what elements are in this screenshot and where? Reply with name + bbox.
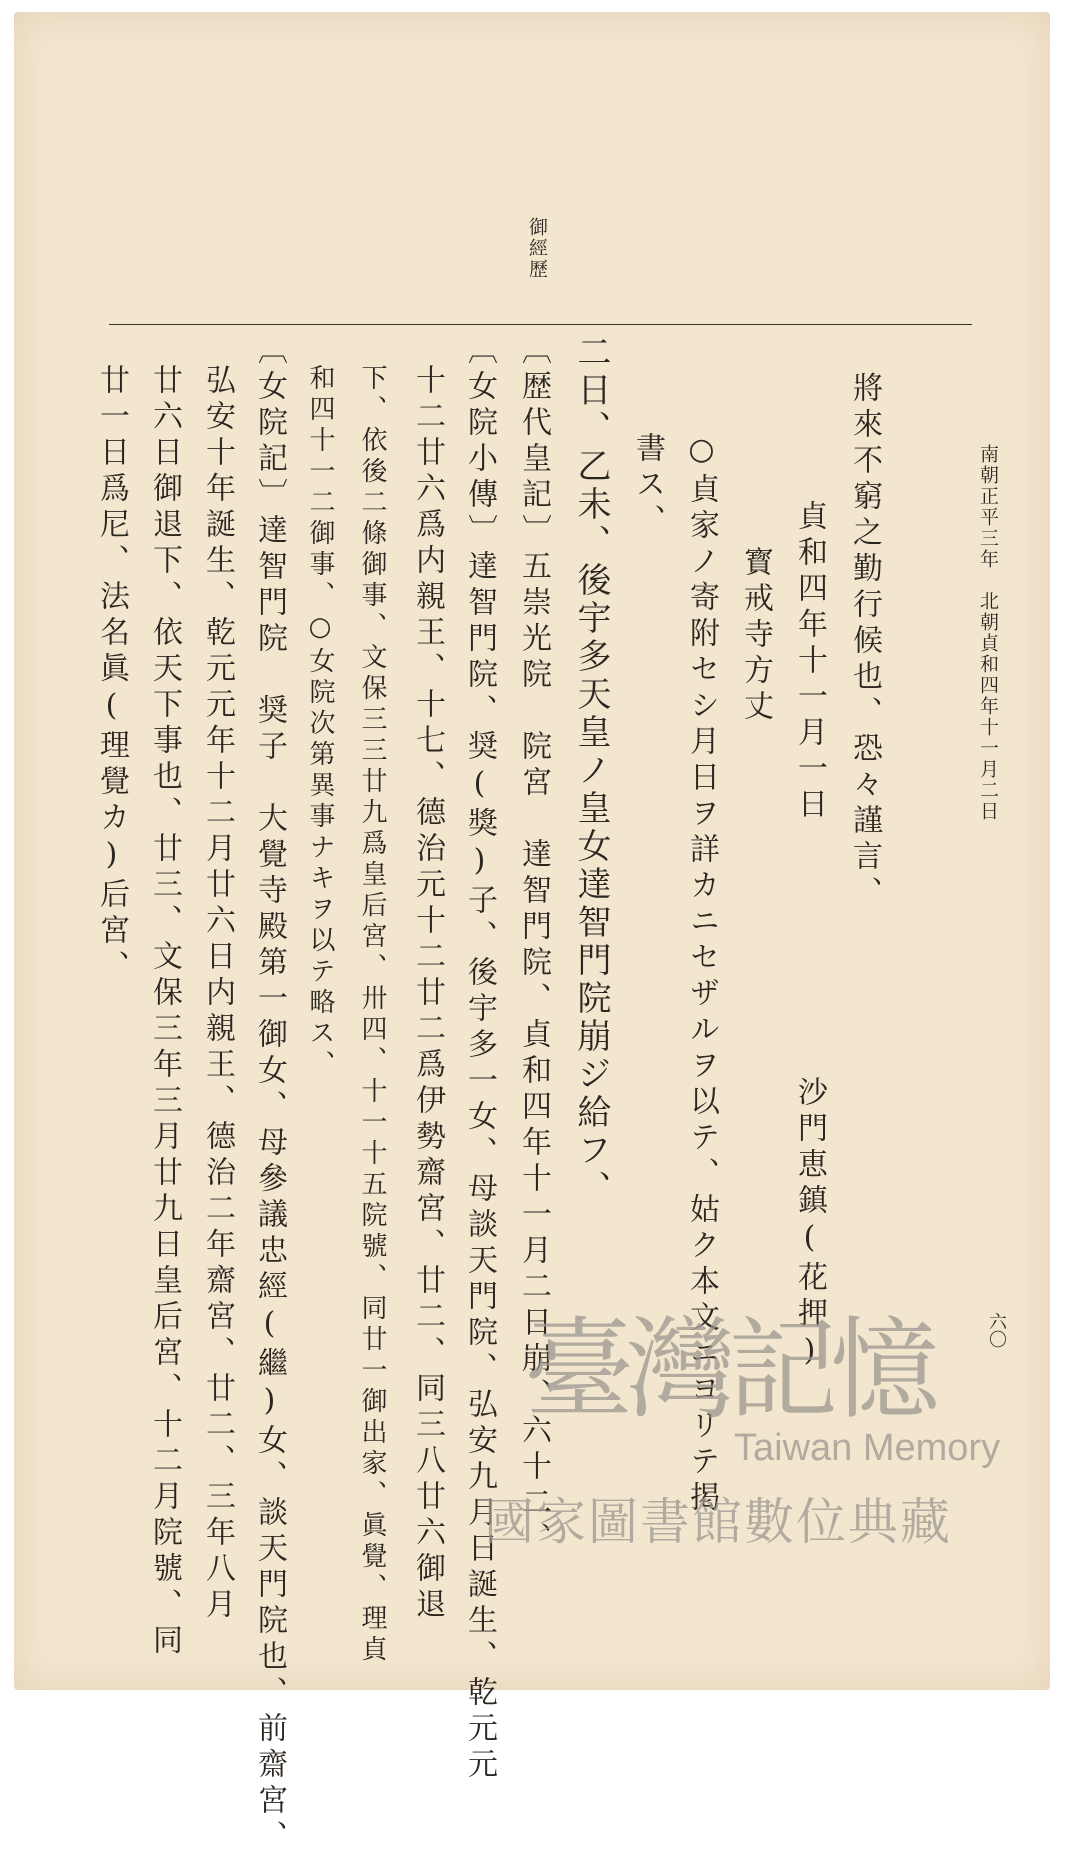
text-column-12: 〔女院記〕達智門院 奨子 大覺寺殿第一御女、母參議忠經(繼)女、談天門院也、前齋宮、 — [252, 334, 287, 1856]
side-header-date: 南朝正平三年 北朝貞和四年十一月二日 — [977, 444, 999, 822]
watermark-institution: 國家圖書館數位典藏 — [484, 1493, 952, 1551]
page-number: 六〇 — [986, 1312, 1007, 1348]
text-column-14: 廿六日御退下、依天下事也、廿三、文保三年三月廿九日皇后宮、十二月院號、同 — [147, 364, 182, 1660]
watermark — [484, 1282, 1044, 1562]
book-page — [14, 12, 1050, 1856]
text-column-5: 書ス、 — [630, 432, 665, 540]
text-column-7: 〔歴代皇記〕五崇光院 院宮 達智門院、貞和四年十一月二日崩、六十二、 — [516, 334, 551, 1558]
running-header: 御經歷 — [526, 217, 548, 280]
text-column-15: 廿一日爲尼、法名眞(理覺カ)后宮、 — [94, 364, 129, 986]
text-column-4: ○貞家ノ寄附セシ月日ヲ詳カニセザルヲ以テ、姑ク本文ニヨリテ掲 — [684, 432, 719, 1517]
text-column-3: 寳戒寺方丈 — [738, 546, 773, 726]
text-column-2: 貞和四年十一月一日 沙門恵鎮(花押) — [792, 500, 827, 1374]
text-column-10: 下、依後二條御事、文保三三廿九爲皇后宮、卅四、十一十五院號、同廿一御出家、眞覺、理貞 — [357, 364, 387, 1666]
text-column-9: 十二廿六爲内親王、十七、德治元十二廿二爲伊勢齋宮、廿二、同三八廿六御退 — [410, 364, 445, 1624]
text-column-6: 二日、乙未、後宇多天皇ノ皇女達智門院崩ジ給フ、 — [571, 334, 611, 1208]
text-column-11: 和四十一二御事、○女院次第異事ナキヲ以テ略ス、 — [305, 364, 335, 1081]
text-column-13: 弘安十年誕生、乾元元年十二月廿六日内親王、德治二年齋宮、廿二、三年八月 — [200, 364, 235, 1624]
text-column-1: 將來不窮之勤行候也、恐々謹言、 — [847, 372, 882, 912]
text-column-8: 〔女院小傳〕達智門院、奨(獎)子、後宇多一女、母談天門院、弘安九月日誕生、乾元元 — [462, 334, 497, 1784]
header-rule — [109, 324, 972, 325]
watermark-logo: 臺灣記憶 — [524, 1306, 932, 1434]
watermark-english: Taiwan Memory — [734, 1427, 1001, 1469]
